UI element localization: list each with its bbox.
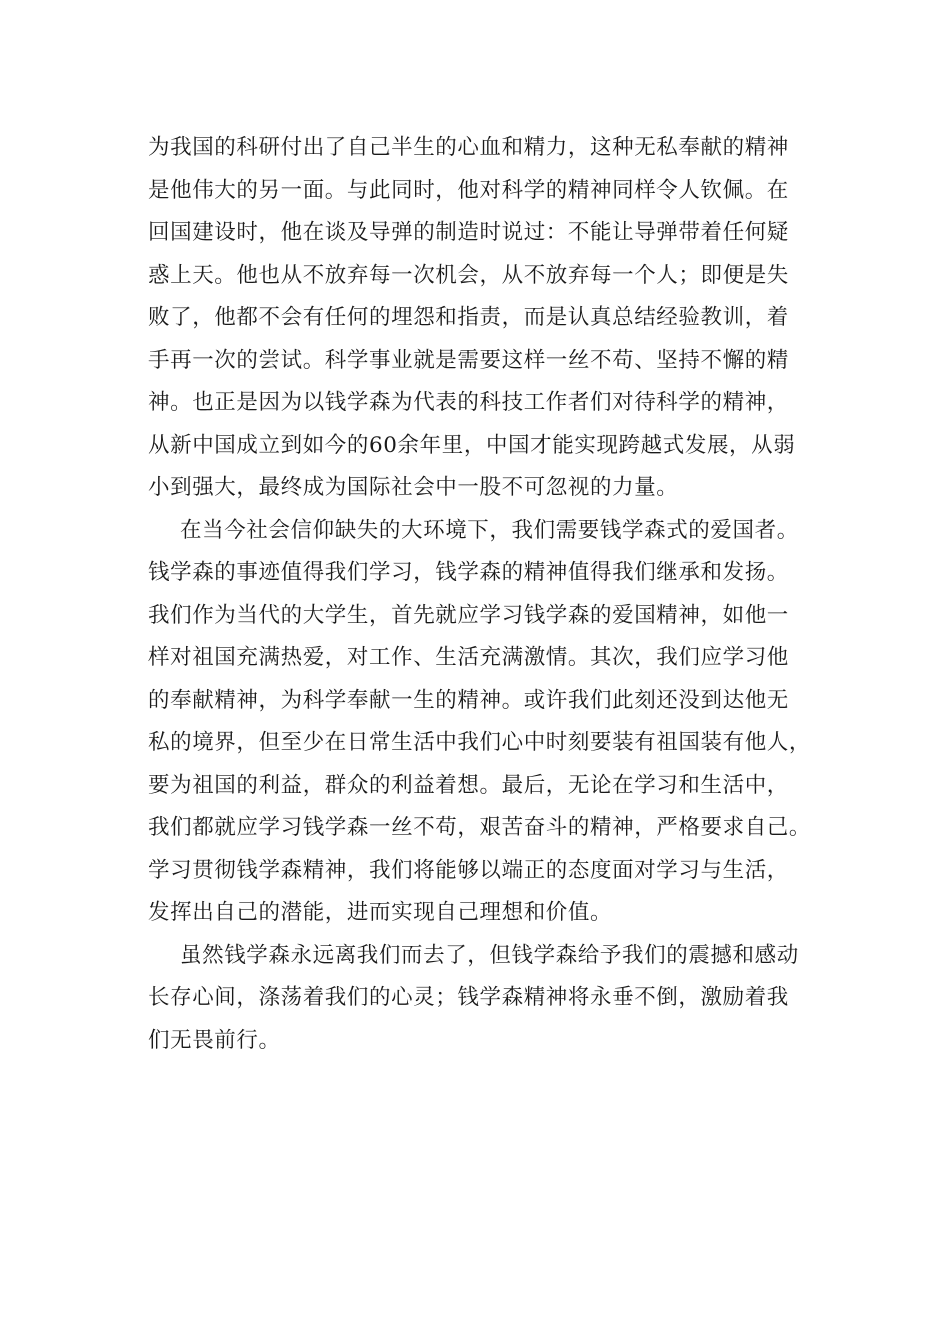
text-line: 惑上天。他也从不放弃每一次机会，从不放弃每一个人；即便是失 [148,262,789,288]
paragraph-2 [148,510,812,935]
paragraph-3 [148,935,808,1063]
text-line: 为我国的科研付出了自己半生的心血和精力，这种无私奉献的精神 [148,135,789,160]
text-line: 样对祖国充满热爱，对工作、生活充满激情。其次，我们应学习他 [148,645,789,670]
text-line: 回国建设时，他在谈及导弹的制造时说过：不能让导弹带着任何疑 [148,220,789,245]
text-line: 小到强大，最终成为国际社会中一股不可忽视的力量。 [148,475,679,500]
text-line: 是他伟大的另一面。与此同时，他对科学的精神同样令人钦佩。在 [148,177,789,203]
text-line: 们无畏前行。 [148,1027,281,1053]
text-line: 败了，他都不会有任何的埋怨和指责，而是认真总结经验教训，着 [148,305,789,330]
text-line: 学习贯彻钱学森精神，我们将能够以端正的态度面对学习与生活， [148,857,789,883]
text-line: 在当今社会信仰缺失的大环境下，我们需要钱学森式的爱国者。 [180,517,799,543]
text-line: 我们作为当代的大学生，首先就应学习钱学森的爱国精神，如他一 [148,602,789,628]
text-line: 要为祖国的利益，群众的利益着想。最后，无论在学习和生活中， [148,772,789,798]
text-line: 神。也正是因为以钱学森为代表的科技工作者们对待科学的精神， [148,390,789,415]
paragraph-1 [148,127,808,510]
text-line: 从新中国成立到如今的60余年里，中国才能实现跨越式发展，从弱 [148,432,796,458]
text-line: 虽然钱学森永远离我们而去了，但钱学森给予我们的震撼和感动 [180,942,799,968]
text-line: 发挥出自己的潜能，进而实现自己理想和价值。 [148,900,613,925]
text-line: 的奉献精神，为科学奉献一生的精神。或许我们此刻还没到达他无 [148,687,789,713]
text-line: 手再一次的尝试。科学事业就是需要这样一丝不苟、坚持不懈的精 [148,347,789,373]
text-line: 私的境界，但至少在日常生活中我们心中时刻要装有祖国装有他人， [148,730,812,755]
text-line: 钱学森的事迹值得我们学习，钱学森的精神值得我们继承和发扬。 [148,560,789,585]
text-line: 长存心间，涤荡着我们的心灵；钱学森精神将永垂不倒，激励着我 [148,985,789,1010]
text-line: 我们都就应学习钱学森一丝不苟，艰苦奋斗的精神，严格要求自己。 [148,815,812,840]
document-body [148,127,812,1062]
